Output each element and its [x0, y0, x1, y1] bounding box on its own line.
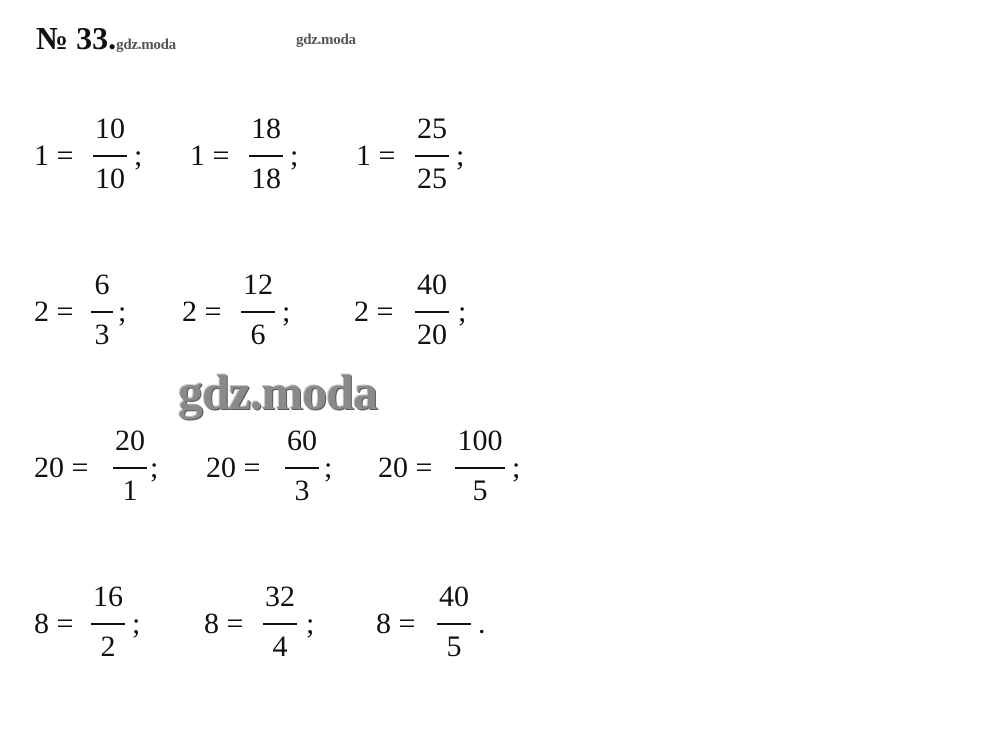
equation-punct: ; — [324, 451, 333, 484]
fraction-bar — [285, 467, 319, 469]
fraction-bar — [415, 311, 449, 313]
fraction-denominator: 5 — [446, 630, 462, 663]
equation-row-3 — [0, 424, 1000, 514]
fraction-denominator: 1 — [122, 474, 138, 507]
fraction-numerator: 25 — [417, 112, 447, 145]
equation-punct: ; — [290, 139, 299, 172]
equation-punct: ; — [282, 295, 291, 328]
fraction-numerator: 6 — [94, 268, 110, 301]
equation-punct: ; — [118, 295, 127, 328]
fraction-bar — [91, 311, 113, 313]
equation-punct: ; — [150, 451, 159, 484]
fraction-denominator: 6 — [250, 318, 266, 351]
fraction-bar — [93, 155, 127, 157]
fraction-numerator: 16 — [93, 580, 123, 613]
fraction-numerator: 100 — [457, 424, 503, 457]
fraction — [402, 268, 462, 358]
fraction — [228, 268, 291, 358]
equation-punct: . — [478, 607, 486, 640]
fraction — [80, 112, 143, 202]
watermark-inline: gdz.moda — [116, 37, 176, 53]
fraction-bar — [113, 467, 147, 469]
fraction-bar — [249, 155, 283, 157]
fraction-denominator: 5 — [472, 474, 488, 507]
equation-lhs: 8 = — [204, 607, 244, 640]
equation-row-2 — [0, 268, 1000, 358]
fraction-denominator: 20 — [417, 318, 447, 351]
fraction-bar — [455, 467, 505, 469]
fraction-numerator: 18 — [251, 112, 281, 145]
fraction-numerator: 20 — [115, 424, 145, 457]
watermark-center: gdz.moda — [178, 364, 377, 420]
equation-lhs: 2 = — [354, 295, 394, 328]
fraction — [236, 112, 299, 202]
equation-punct: ; — [456, 139, 465, 172]
equation-lhs: 1 = — [190, 139, 230, 172]
fraction-bar — [263, 623, 297, 625]
equation-lhs: 20 = — [34, 451, 89, 484]
fraction — [424, 580, 484, 670]
fraction-denominator: 3 — [294, 474, 310, 507]
fraction-bar — [415, 155, 449, 157]
fraction-denominator: 4 — [272, 630, 288, 663]
watermark-top: gdz.moda — [296, 32, 356, 48]
equation-punct: ; — [512, 451, 521, 484]
fraction — [78, 580, 141, 670]
equation-lhs: 20 = — [206, 451, 261, 484]
equation-lhs: 8 = — [34, 607, 74, 640]
equation-row-1 — [0, 112, 1000, 202]
equation-punct: ; — [132, 607, 141, 640]
problem-number: № 33. — [36, 20, 117, 56]
fraction-numerator: 32 — [265, 580, 295, 613]
fraction — [402, 112, 465, 202]
fraction — [272, 424, 332, 514]
fraction-numerator: 40 — [417, 268, 447, 301]
fraction-numerator: 60 — [287, 424, 317, 457]
equation-lhs: 1 = — [356, 139, 396, 172]
equation-lhs: 8 = — [376, 607, 416, 640]
equation-lhs: 20 = — [378, 451, 433, 484]
fraction-bar — [437, 623, 471, 625]
equation-lhs: 2 = — [34, 295, 74, 328]
fraction-denominator: 25 — [417, 162, 447, 195]
equation-lhs: 2 = — [182, 295, 222, 328]
fraction-denominator: 10 — [95, 162, 125, 195]
fraction — [250, 580, 310, 670]
equation-row-4 — [0, 580, 1000, 670]
equation-punct: ; — [134, 139, 143, 172]
fraction-bar — [91, 623, 125, 625]
equation-lhs: 1 = — [34, 139, 74, 172]
problem-title — [36, 18, 176, 65]
fraction-numerator: 40 — [439, 580, 469, 613]
fraction-numerator: 10 — [95, 112, 125, 145]
fraction-denominator: 2 — [100, 630, 116, 663]
fraction-bar — [241, 311, 275, 313]
equation-punct: ; — [458, 295, 467, 328]
equation-punct: ; — [306, 607, 315, 640]
fraction-denominator: 3 — [94, 318, 110, 351]
fraction-numerator: 12 — [243, 268, 273, 301]
fraction — [450, 424, 510, 514]
fraction-denominator: 18 — [251, 162, 281, 195]
